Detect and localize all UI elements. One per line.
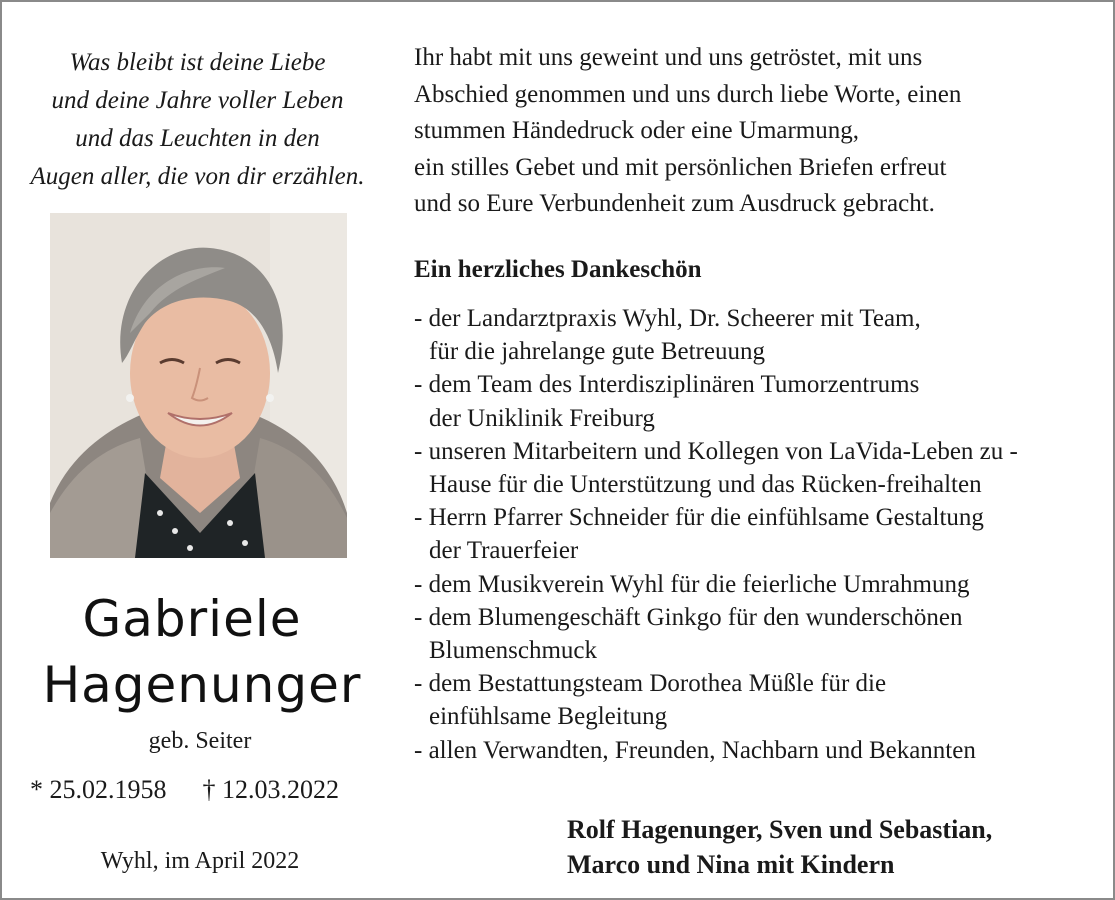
deceased-last-name: Hagenunger: [42, 656, 362, 714]
intro-line: Ihr habt mit uns geweint und uns getröstet, mit uns: [414, 44, 923, 71]
thanks-line: für die jahrelange gute Betreuung: [429, 338, 765, 366]
intro-line: Abschied genommen und uns durch liebe Worte, einen: [414, 80, 962, 108]
memorial-poem: [20, 44, 375, 196]
poem-line: Was bleibt ist deine Liebe: [69, 49, 326, 76]
poem-line: und deine Jahre voller Leben: [51, 87, 344, 114]
birth-date: * 25.02.1958: [30, 775, 167, 804]
thanks-line: - Herrn Pfarrer Schneider für die einfühlsame Gestaltung: [414, 504, 984, 532]
thanks-line: - dem Bestattungsteam Dorothea Müßle für die: [414, 670, 887, 698]
thanks-line: - dem Musikverein Wyhl für die feierliche Umrahmung: [414, 570, 970, 598]
signature-line: Marco und Nina mit Kindern: [567, 850, 895, 879]
thanks-line: der Trauerfeier: [429, 537, 579, 565]
intro-line: und so Eure Verbundenheit zum Ausdruck gebracht.: [414, 190, 935, 217]
thanks-introduction: [414, 40, 1104, 223]
thanks-line: Blumenschmuck: [429, 637, 598, 665]
intro-line: ein stilles Gebet und mit persönlichen Briefen erfreut: [414, 153, 947, 181]
thanks-list: [414, 302, 1104, 767]
family-signature: [567, 812, 992, 882]
thanks-line: der Uniklinik Freiburg: [429, 404, 655, 432]
life-dates: [30, 775, 339, 805]
birth-name: geb. Seiter: [148, 728, 252, 754]
portrait-photo: [50, 213, 347, 558]
thanks-line: einfühlsame Begleitung: [429, 703, 668, 731]
thanks-line: - der Landarztpraxis Wyhl, Dr. Scheerer mit Team,: [414, 305, 921, 332]
thanks-line: - dem Team des Interdisziplinären Tumorzentrums: [414, 371, 920, 399]
signature-line: Rolf Hagenunger, Sven und Sebastian,: [567, 815, 993, 844]
thanks-line: Hause für die Unterstützung und das Rücken-freihalten: [429, 471, 982, 499]
place-and-date: Wyhl, im April 2022: [100, 848, 300, 874]
thanks-line: - dem Blumengeschäft Ginkgo für den wunderschönen: [414, 603, 963, 631]
poem-line: Augen aller, die von dir erzählen.: [30, 163, 365, 190]
intro-line: stummen Händedruck oder eine Umarmung,: [414, 117, 860, 144]
deceased-first-name: Gabriele: [82, 590, 302, 648]
thanks-line: - unseren Mitarbeitern und Kollegen von LaVida-Leben zu -: [414, 437, 1018, 465]
death-date: † 12.03.2022: [202, 775, 339, 804]
thanks-line: - allen Verwandten, Freunden, Nachbarn und Bekannten: [414, 736, 976, 764]
poem-line: und das Leuchten in den: [75, 125, 320, 152]
thanks-heading: Ein herzliches Dankeschön: [414, 256, 702, 283]
